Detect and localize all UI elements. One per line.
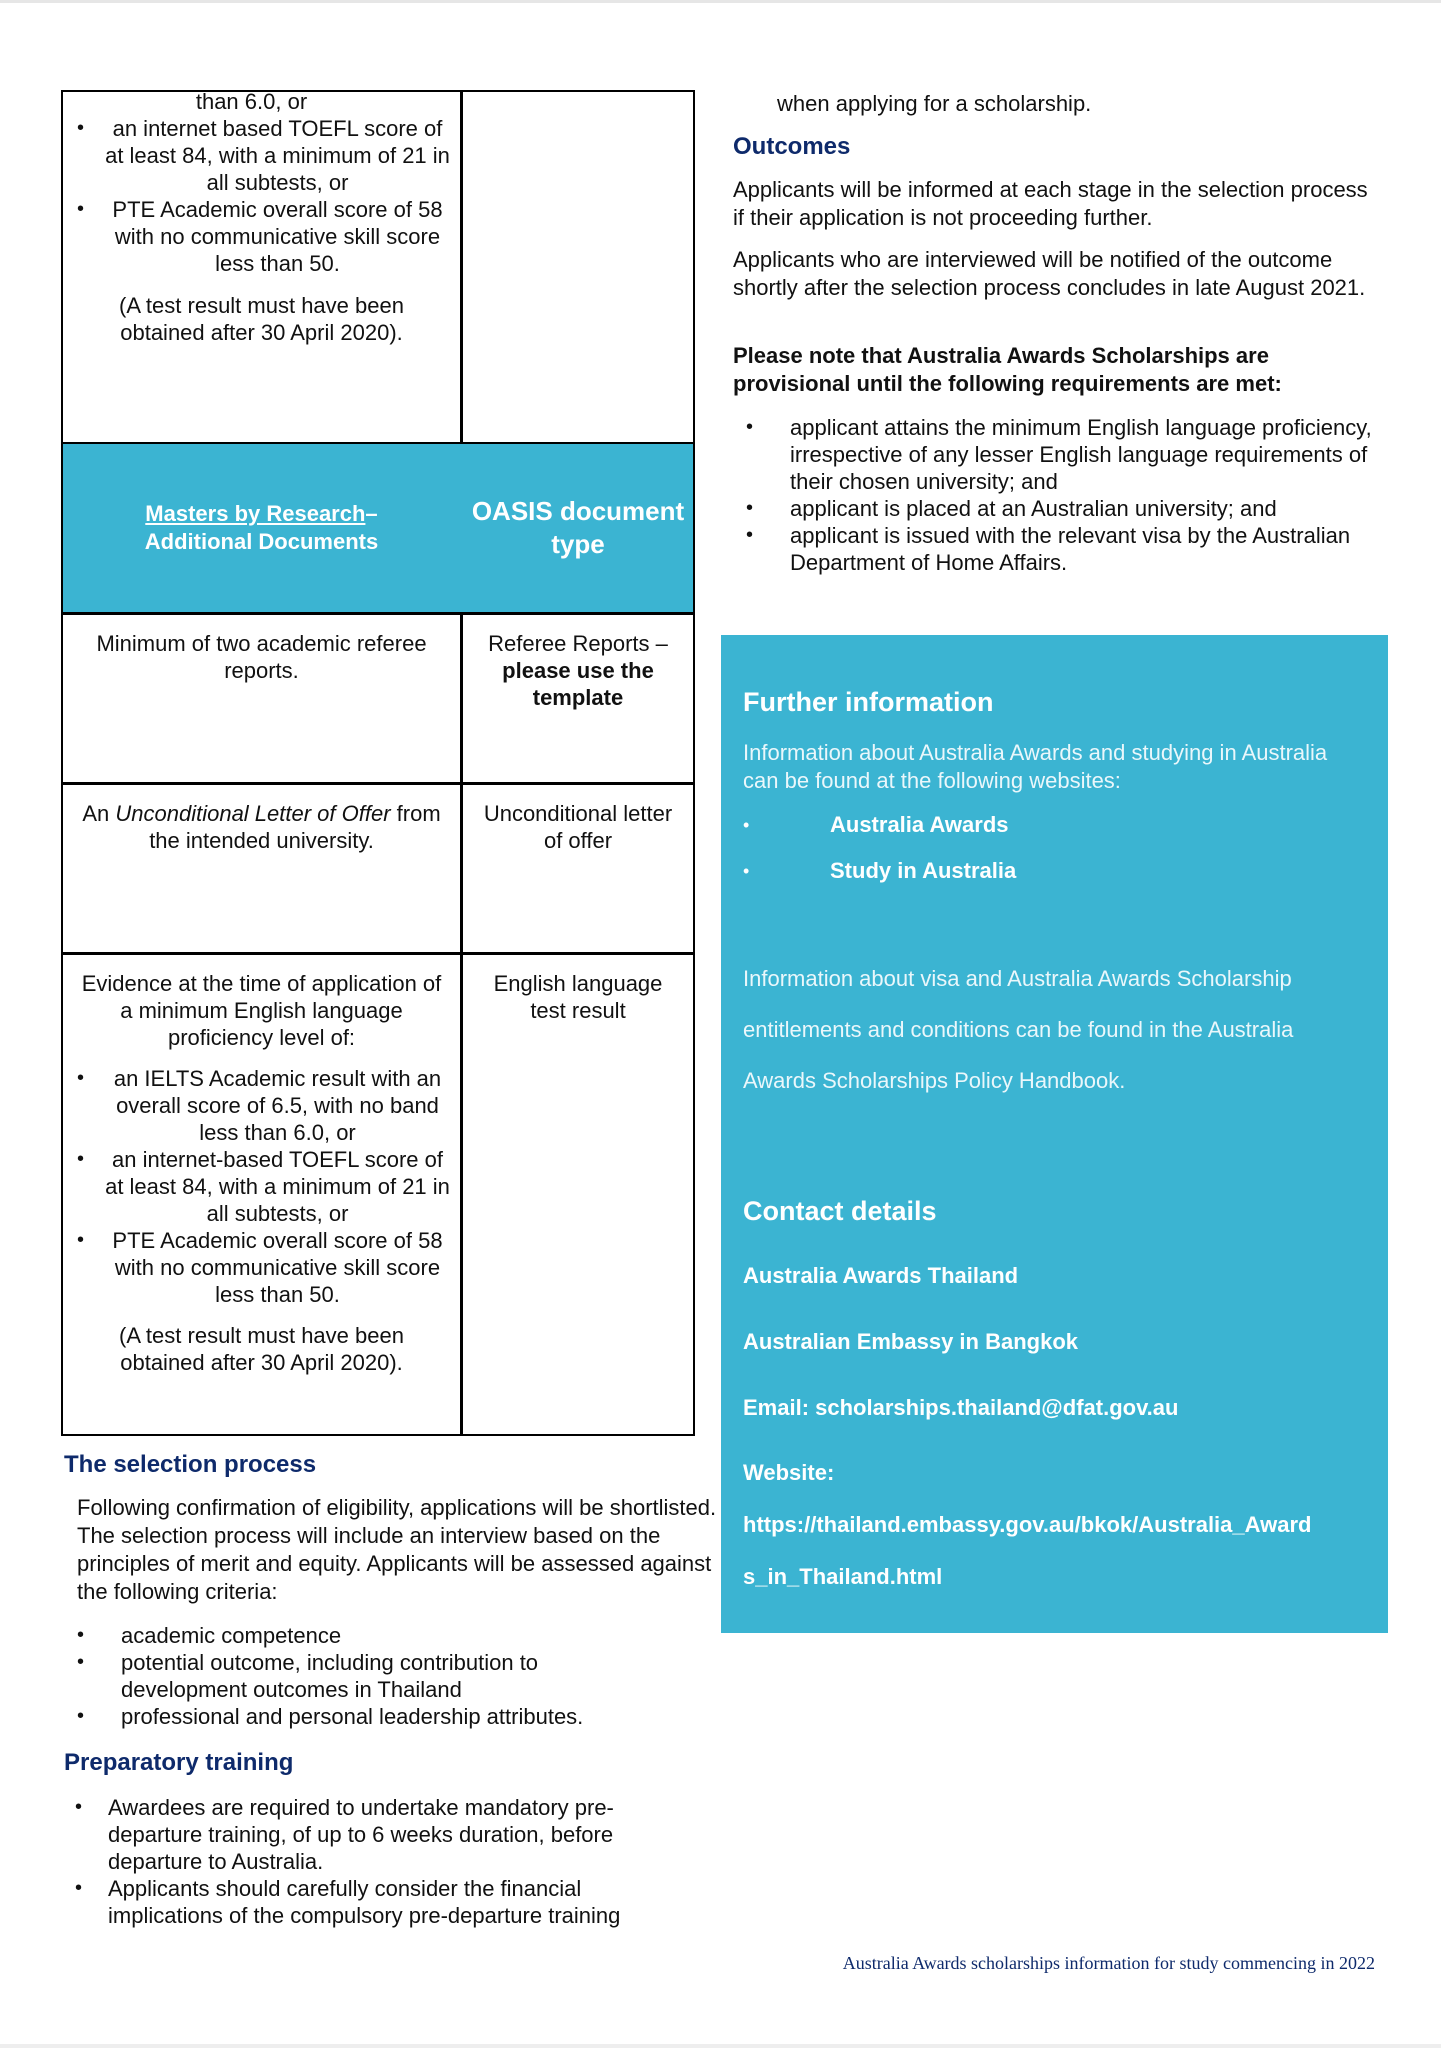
website-label: Website: xyxy=(743,1460,835,1485)
provisional-note: Please note that Australia Awards Scholarships are provisional until the following requirements are met: xyxy=(733,343,1282,396)
english-intro: Evidence at the time of application of a minimum English language proficiency level of: xyxy=(81,971,442,1050)
page-top-edge xyxy=(0,0,1441,3)
outcomes-heading: Outcomes xyxy=(733,133,851,160)
further-information-text: Information about Australia Awards and studying in Australia can be found at the following websites: xyxy=(743,740,1328,793)
template-instruction: please use the template xyxy=(502,658,654,710)
table-cell-english-type: English language test result xyxy=(493,971,663,1023)
list-item: • an internet based TOEFL score of at least 84, with a minimum of 21 in all subtests, or xyxy=(63,115,460,196)
table-cell-offer-type: Unconditional letter of offer xyxy=(483,801,673,853)
offer-italic: Unconditional Letter of Offer xyxy=(115,801,391,826)
visa-info-line: entitlements and conditions can be found in the Australia xyxy=(743,1017,1294,1042)
continued-text: than 6.0, or xyxy=(195,89,308,114)
visa-info-line: Awards Scholarships Policy Handbook. xyxy=(743,1068,1126,1093)
continued-text: when applying for a scholarship. xyxy=(777,91,1092,116)
masters-by-research-link[interactable]: Masters by Research xyxy=(145,501,366,526)
list-item: • professional and personal leadership attributes. xyxy=(121,1703,641,1730)
header-additional-documents: Additional Documents xyxy=(144,529,379,554)
offer-suffix: from the intended university. xyxy=(149,801,441,853)
table-cell-referee: Minimum of two academic referee reports. xyxy=(96,631,427,683)
documents-table xyxy=(61,90,695,1436)
further-information-heading: Further information xyxy=(743,687,994,717)
table-row-divider xyxy=(63,782,693,785)
bullet-icon: • xyxy=(743,861,750,881)
list-item: • PTE Academic overall score of 58 with no communicative skill score less than 50. xyxy=(63,1227,460,1308)
outcomes-paragraph-1: Applicants will be informed at each stage in the selection process if their application is not proceeding further. xyxy=(733,177,1368,230)
referee-reports-label: Referee Reports – xyxy=(488,631,668,656)
list-item: • Awardees are required to undertake mandatory pre-departure training, of up to 6 weeks duration, before departure to Australia. xyxy=(108,1794,688,1875)
australia-awards-link[interactable]: Australia Awards xyxy=(830,812,1009,837)
test-date-note: (A test result must have been obtained after 30 April 2020). xyxy=(119,1323,404,1375)
header-masters-by-research xyxy=(63,444,460,612)
website-url[interactable]: https://thailand.embassy.gov.au/bkok/Australia_Award xyxy=(743,1512,1312,1537)
list-item: • applicant is issued with the relevant visa by the Australian Department of Home Affairs. xyxy=(790,522,1390,576)
list-item: • Applicants should carefully consider the financial implications of the compulsory pre-departure training xyxy=(108,1875,688,1929)
selection-process-heading: The selection process xyxy=(64,1451,317,1478)
contact-org: Australia Awards Thailand xyxy=(743,1263,1019,1288)
study-in-australia-link[interactable]: Study in Australia xyxy=(830,858,1017,883)
visa-info-line: Information about visa and Australia Awards Scholarship xyxy=(743,966,1292,991)
contact-details-heading: Contact details xyxy=(743,1196,937,1226)
list-item: • an internet-based TOEFL score of at least 84, with a minimum of 21 in all subtests, or xyxy=(63,1146,460,1227)
table-row-divider xyxy=(63,612,693,615)
further-information-box xyxy=(721,635,1388,1633)
outcomes-paragraph-2: Applicants who are interviewed will be notified of the outcome shortly after the selection process concludes in late August 2021. xyxy=(733,247,1366,300)
list-item: • an IELTS Academic result with an overall score of 6.5, with no band less than 6.0, or xyxy=(63,1065,460,1146)
table-column-divider xyxy=(460,92,463,1434)
table-cell-offer xyxy=(63,800,460,854)
contact-email[interactable]: Email: scholarships.thailand@dfat.gov.au xyxy=(743,1395,1179,1420)
website-url-continued[interactable]: s_in_Thailand.html xyxy=(743,1564,943,1589)
list-item: • potential outcome, including contribution to development outcomes in Thailand xyxy=(121,1649,641,1703)
header-oasis-document-type: OASIS document type xyxy=(471,496,685,559)
selection-paragraph: Following confirmation of eligibility, applications will be shortlisted. The selection process will include an interview based on the principles of merit and equity. Applicants will be assessed against the following criteria: xyxy=(77,1495,717,1604)
test-date-note: (A test result must have been obtained after 30 April 2020). xyxy=(119,293,404,345)
table-cell-referee-type xyxy=(463,630,693,711)
preparatory-list xyxy=(108,1794,688,1929)
offer-prefix: An xyxy=(82,801,116,826)
bullet-icon: • xyxy=(743,815,750,835)
list-item: • academic competence xyxy=(121,1622,641,1649)
english-bullets xyxy=(63,1065,460,1308)
contact-org: Australian Embassy in Bangkok xyxy=(743,1329,1078,1354)
page-bottom-edge xyxy=(0,2044,1441,2048)
preparatory-training-heading: Preparatory training xyxy=(64,1749,294,1776)
page-footer: Australia Awards scholarships information for study commencing in 2022 xyxy=(842,1953,1375,1973)
table-cell-continued xyxy=(63,88,460,346)
continued-bullets xyxy=(63,115,460,277)
list-item: • applicant attains the minimum English language proficiency, irrespective of any lesser English language requirements of their chosen university; and xyxy=(790,414,1390,495)
header-dash: – xyxy=(365,501,378,526)
table-cell-english xyxy=(63,970,460,1376)
table-row-divider xyxy=(63,952,693,955)
list-item: • applicant is placed at an Australian university; and xyxy=(790,495,1390,522)
requirements-list xyxy=(790,414,1390,576)
list-item: • PTE Academic overall score of 58 with no communicative skill score less than 50. xyxy=(63,196,460,277)
selection-criteria-list xyxy=(121,1622,641,1730)
